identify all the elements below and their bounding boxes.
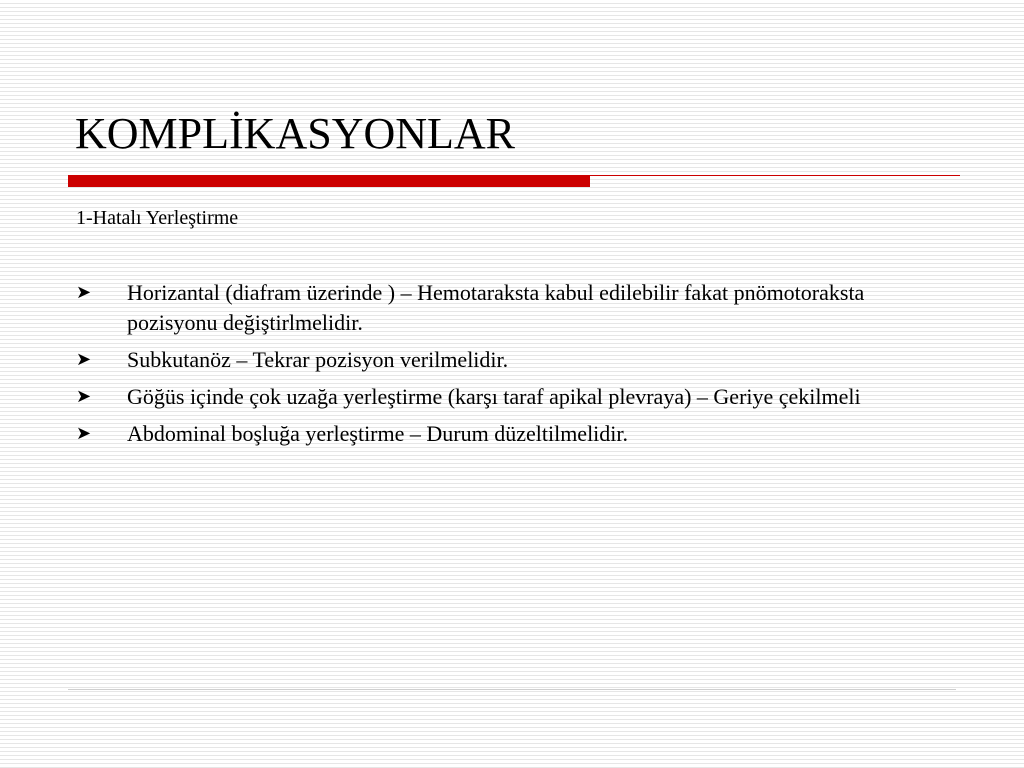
title-underline-thin xyxy=(590,175,960,176)
list-item xyxy=(76,345,936,375)
title-underline-thick xyxy=(68,175,590,187)
subheading: 1-Hatalı Yerleştirme xyxy=(76,207,239,229)
arrowhead-bullet-icon: ➤ xyxy=(76,386,92,407)
arrowhead-bullet-icon: ➤ xyxy=(76,282,92,303)
footer-divider xyxy=(68,689,956,690)
bullet-text: Subkutanöz – Tekrar pozisyon verilmelidir. xyxy=(127,347,509,372)
list-item xyxy=(76,278,936,338)
list-item xyxy=(76,419,936,449)
bullet-text: Göğüs içinde çok uzağa yerleştirme (karşı taraf apikal plevraya) – Geriye çekilmeli xyxy=(127,384,861,409)
bullet-text: Horizantal (diafram üzerinde ) – Hemotaraksta kabul edilebilir fakat pnömotoraksta pozisyonu değiştirlmelidir. xyxy=(127,280,865,335)
list-item xyxy=(76,382,936,412)
bullet-list xyxy=(76,278,936,456)
slide-title: KOMPLİKASYONLAR xyxy=(75,109,516,158)
arrowhead-bullet-icon: ➤ xyxy=(76,349,92,370)
arrowhead-bullet-icon: ➤ xyxy=(76,423,92,444)
bullet-text: Abdominal boşluğa yerleştirme – Durum düzeltilmelidir. xyxy=(127,421,629,446)
